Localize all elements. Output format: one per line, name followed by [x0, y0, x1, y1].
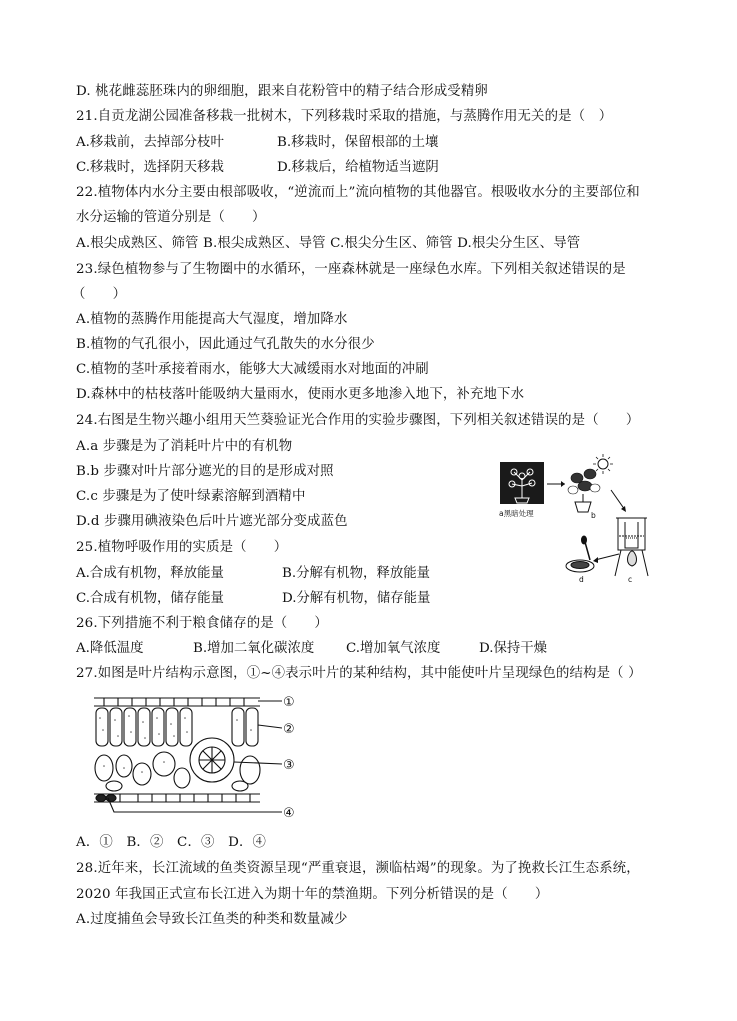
q27-options: A．① B．② C．③ D．④: [76, 835, 267, 850]
lower-epidermis: [94, 794, 260, 802]
q26-stem: 26.下列措施不利于粮食储存的是（ ）: [76, 616, 328, 631]
q23-option-d: D.森林中的枯枝落叶能吸纳大量雨水，使雨水更多地渗入地下，补充地下水: [76, 387, 525, 402]
petri-dish-iodine: [566, 536, 594, 572]
alcohol-water-bath: [615, 518, 648, 576]
label-a: a黑暗处理: [499, 509, 534, 518]
q24-option-a: A.a 步骤是为了消耗叶片中的有机物: [76, 439, 293, 454]
q20-option-d: D. 桃花雌蕊胚珠内的卵细胞，跟来自花粉管中的精子结合形成受精卵: [76, 84, 488, 99]
q28-option-a: A.过度捕鱼会导致长江鱼类的种类和数量减少: [76, 912, 348, 927]
marker-4: ④: [283, 806, 295, 821]
q26-option-b: B.增加二氧化碳浓度: [193, 641, 315, 656]
q28-stem-cont: 2020 年我国正式宣布长江进入为期十年的禁渔期。下列分析错误的是（ ）: [76, 887, 549, 902]
leader-4: [108, 798, 282, 812]
q25-stem: 25.植物呼吸作用的实质是（ ）: [76, 540, 288, 555]
q23-option-c: C.植物的茎叶承接着雨水，能够大大减缓雨水对地面的冲刷: [76, 362, 429, 377]
marker-2: ②: [283, 722, 295, 737]
q24-option-d: D.d 步骤用碘液染色后叶片遮光部分变成蓝色: [76, 514, 348, 529]
q26-option-c: C.增加氧气浓度: [346, 641, 441, 656]
q23-stem: 23.绿色植物参与了生物圈中的水循环，一座森林就是一座绿色水库。下列相关叙述错误的是: [76, 262, 626, 277]
q26-option-a: A.降低温度: [76, 641, 144, 656]
q24-stem: 24.右图是生物兴趣小组用天竺葵验证光合作用的实验步骤图，下列相关叙述错误的是（ ）: [76, 413, 640, 428]
q22-stem: 22.植物体内水分主要由根部吸收，“逆流而上”流向植物的其他器官。根吸收水分的主要部位和: [76, 185, 640, 200]
q28-stem: 28.近年来，长江流域的鱼类资源呈现“严重衰退，濒临枯竭”的现象。为了挽救长江生态系统，: [76, 861, 640, 876]
palisade-layer: [96, 708, 258, 746]
q25-option-d: D.分解有机物，储存能量: [282, 591, 431, 606]
q23-stem-cont: （ ）: [72, 287, 127, 302]
q21-stem: 21.自贡龙湖公园准备移栽一批树木，下列移栽时采取的措施，与蒸腾作用无关的是（ ）: [76, 109, 613, 124]
arrow-c-d: [595, 554, 619, 560]
leader-2: [258, 725, 282, 728]
q25-option-b: B.分解有机物，释放能量: [282, 566, 431, 581]
q23-option-a: A.植物的蒸腾作用能提高大气湿度，增加降水: [76, 312, 348, 327]
plant-in-light: [568, 454, 613, 512]
q23-option-b: B.植物的气孔很小，因此通过气孔散失的水分很少: [76, 337, 375, 352]
q24-option-c: C.c 步骤是为了使叶绿素溶解到酒精中: [76, 489, 306, 504]
leaf-structure-figure: [90, 690, 305, 825]
q21-option-c: C.移栽时，选择阴天移栽: [76, 160, 224, 175]
q25-option-a: A.合成有机物，释放能量: [76, 566, 224, 581]
q25-option-c: C.合成有机物，储存能量: [76, 591, 224, 606]
q27-stem: 27.如图是叶片结构示意图，①~④表示叶片的某种结构，其中能使叶片呈现绿色的结构是（ ）: [76, 666, 642, 681]
q26-option-d: D.保持干燥: [479, 641, 548, 656]
q22-options: A.根尖成熟区、筛管 B.根尖成熟区、导管 C.根尖分生区、筛管 D.根尖分生区、导管: [76, 236, 581, 251]
spongy-layer: [95, 752, 260, 791]
q24-option-b: B.b 步骤对叶片部分遮光的目的是形成对照: [76, 464, 334, 479]
label-d: d: [579, 575, 584, 584]
upper-epidermis: [94, 698, 260, 706]
q21-option-a: A.移栽前，去掉部分枝叶: [76, 135, 224, 150]
vein: [190, 738, 234, 782]
label-c: c: [628, 575, 633, 584]
arrow-b-c: [611, 490, 625, 510]
marker-3: ③: [283, 758, 295, 773]
q21-option-d: D.移栽后，给植物适当遮阴: [277, 160, 439, 175]
q21-option-b: B.移栽时，保留根部的土壤: [277, 135, 439, 150]
photosynthesis-experiment-figure: [495, 450, 665, 588]
q22-stem-cont: 水分运输的管道分别是（ ）: [76, 210, 266, 225]
label-b: b: [591, 511, 596, 520]
marker-1: ①: [283, 695, 295, 710]
